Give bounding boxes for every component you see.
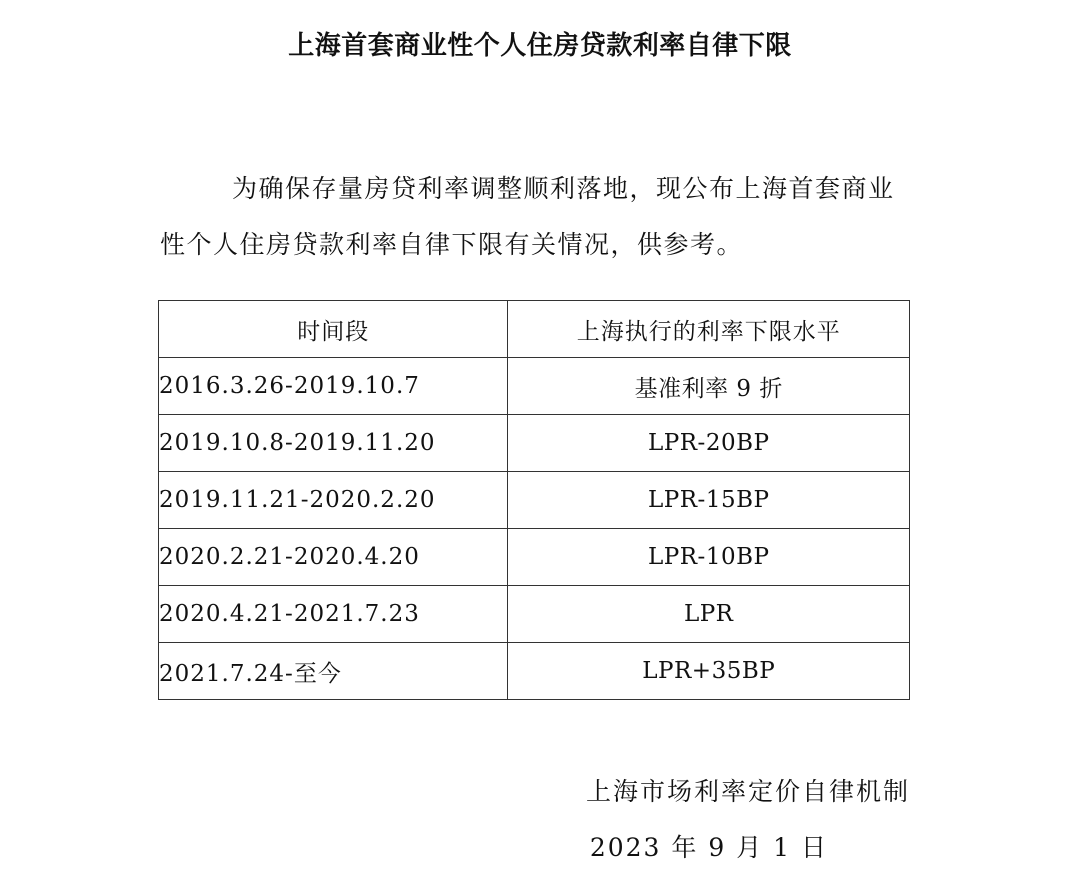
period-cell: 2019.11.21-2020.2.20 [159,472,508,529]
table-row [159,643,910,700]
rate-cell: LPR-20BP [508,415,910,472]
header-rate: 上海执行的利率下限水平 [508,301,910,358]
document-title: 上海首套商业性个人住房贷款利率自律下限 [288,31,792,61]
period-cell: 2016.3.26-2019.10.7 [159,358,508,415]
rate-cell: LPR+35BP [508,643,910,700]
rate-cell: LPR-15BP [508,472,910,529]
table-row [159,358,910,415]
table-header-row [159,301,910,358]
rate-cell: LPR-10BP [508,529,910,586]
table-row [159,529,910,586]
table-row [159,415,910,472]
rate-cell: LPR [508,586,910,643]
rate-floor-table [158,300,910,700]
issuer-signature: 上海市场利率定价自律机制 [585,777,910,806]
period-cell: 2019.10.8-2019.11.20 [159,415,508,472]
issue-date: 2023 年 9 月 1 日 [589,833,828,862]
period-cell: 2021.7.24-至今 [159,643,508,700]
intro-paragraph: 为确保存量房贷利率调整顺利落地，现公布上海首套商业性个人住房贷款利率自律下限有关情况，供参考。 [160,174,895,259]
header-period: 时间段 [159,301,508,358]
period-cell: 2020.4.21-2021.7.23 [159,586,508,643]
rate-cell: 基准利率 9 折 [508,358,910,415]
period-cell: 2020.2.21-2020.4.20 [159,529,508,586]
table-row [159,586,910,643]
table-row [159,472,910,529]
